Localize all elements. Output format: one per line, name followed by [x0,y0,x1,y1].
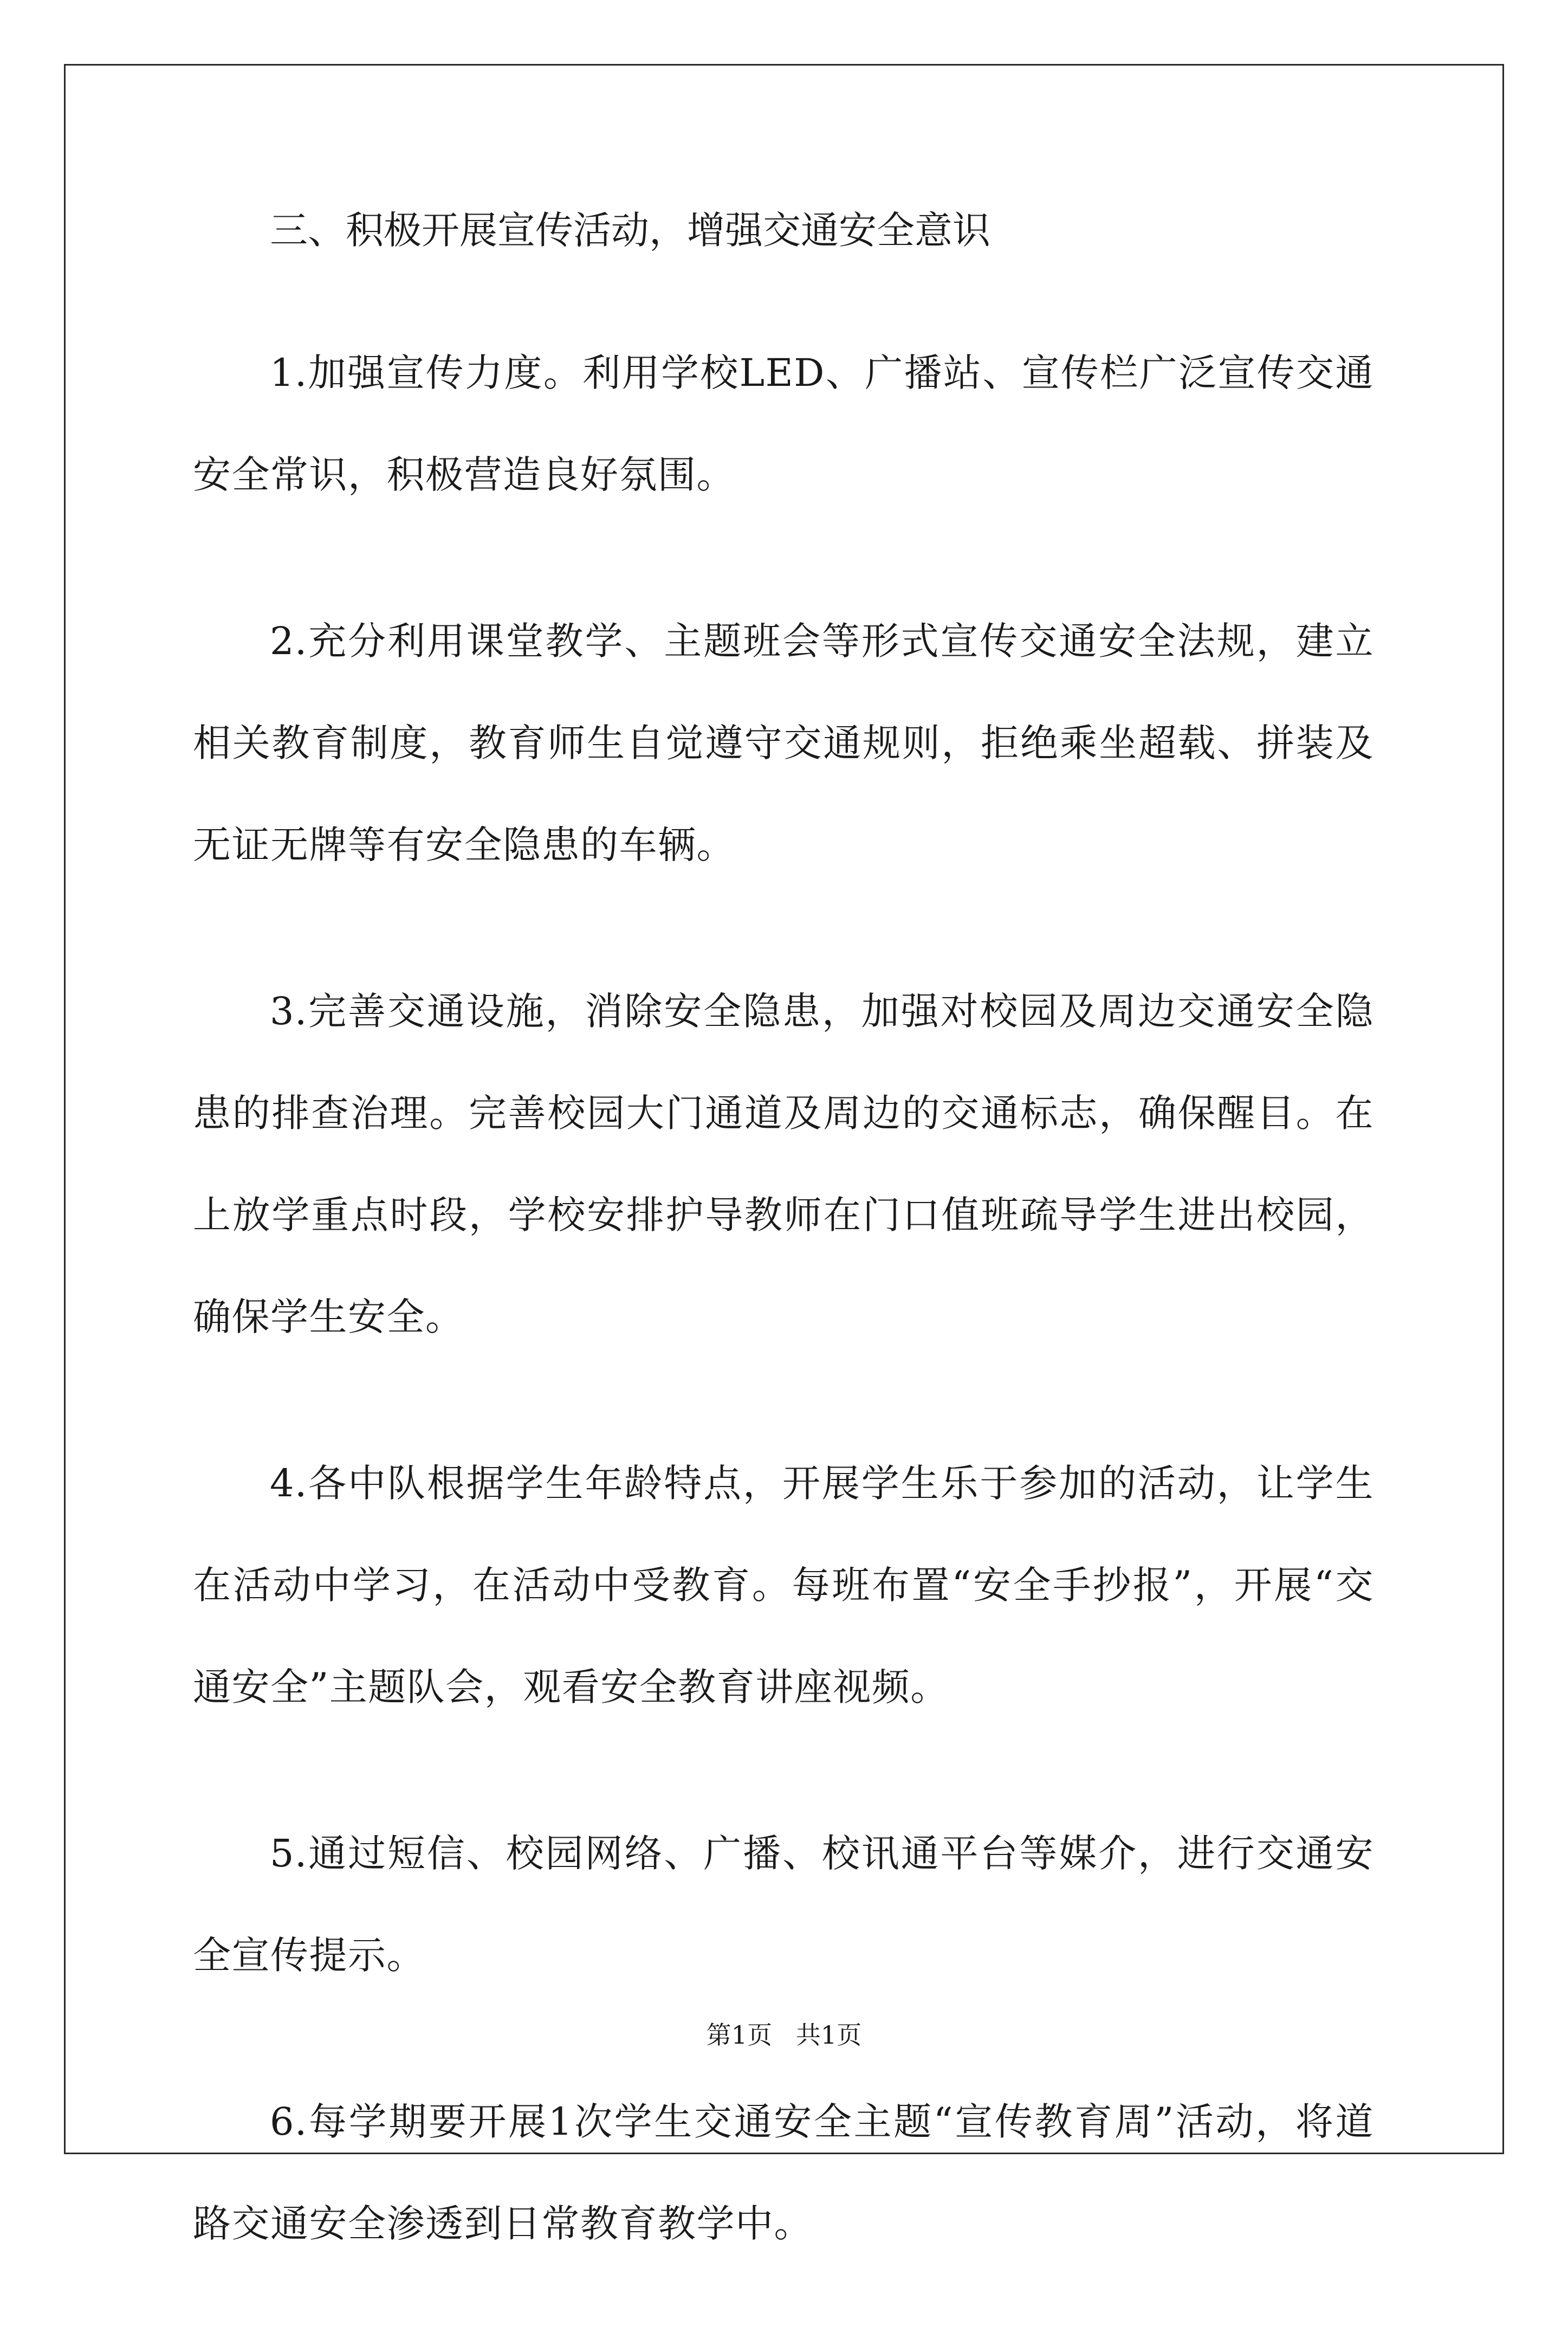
paragraph-3: 3.完善交通设施，消除安全隐患，加强对校园及周边交通安全隐患的排查治理。完善校园大门通道及周边的交通标志，确保醒目。在上放学重点时段，学校安排护导教师在门口值班疏导学生进出校园，确保学生安全。 [193,989,1374,1339]
paragraph-5: 5.通过短信、校园网络、广播、校讯通平台等媒介，进行交通安全宣传提示。 [193,1831,1374,1978]
paragraph-6: 6.每学期要开展1次学生交通安全主题“宣传教育周”活动，将道路交通安全渗透到日常教育教学中。 [193,2099,1374,2246]
paragraph-4: 4.各中队根据学生年龄特点，开展学生乐于参加的活动，让学生在活动中学习，在活动中受教育。每班布置“安全手抄报”，开展“交通安全”主题队会，观看安全教育讲座视频。 [193,1461,1374,1709]
paragraph-1: 1.加强宣传力度。利用学校LED、广播站、宣传栏广泛宣传交通安全常识，积极营造良好氛围。 [193,351,1374,497]
section-heading: 三、积极开展宣传活动，增强交通安全意识 [270,208,990,253]
page-footer: 第1页 共1页 [706,2020,862,2050]
paragraph-2: 2.充分利用课堂教学、主题班会等形式宣传交通安全法规，建立相关教育制度，教育师生自觉遵守交通规则，拒绝乘坐超载、拼装及无证无牌等有安全隐患的车辆。 [193,619,1374,867]
